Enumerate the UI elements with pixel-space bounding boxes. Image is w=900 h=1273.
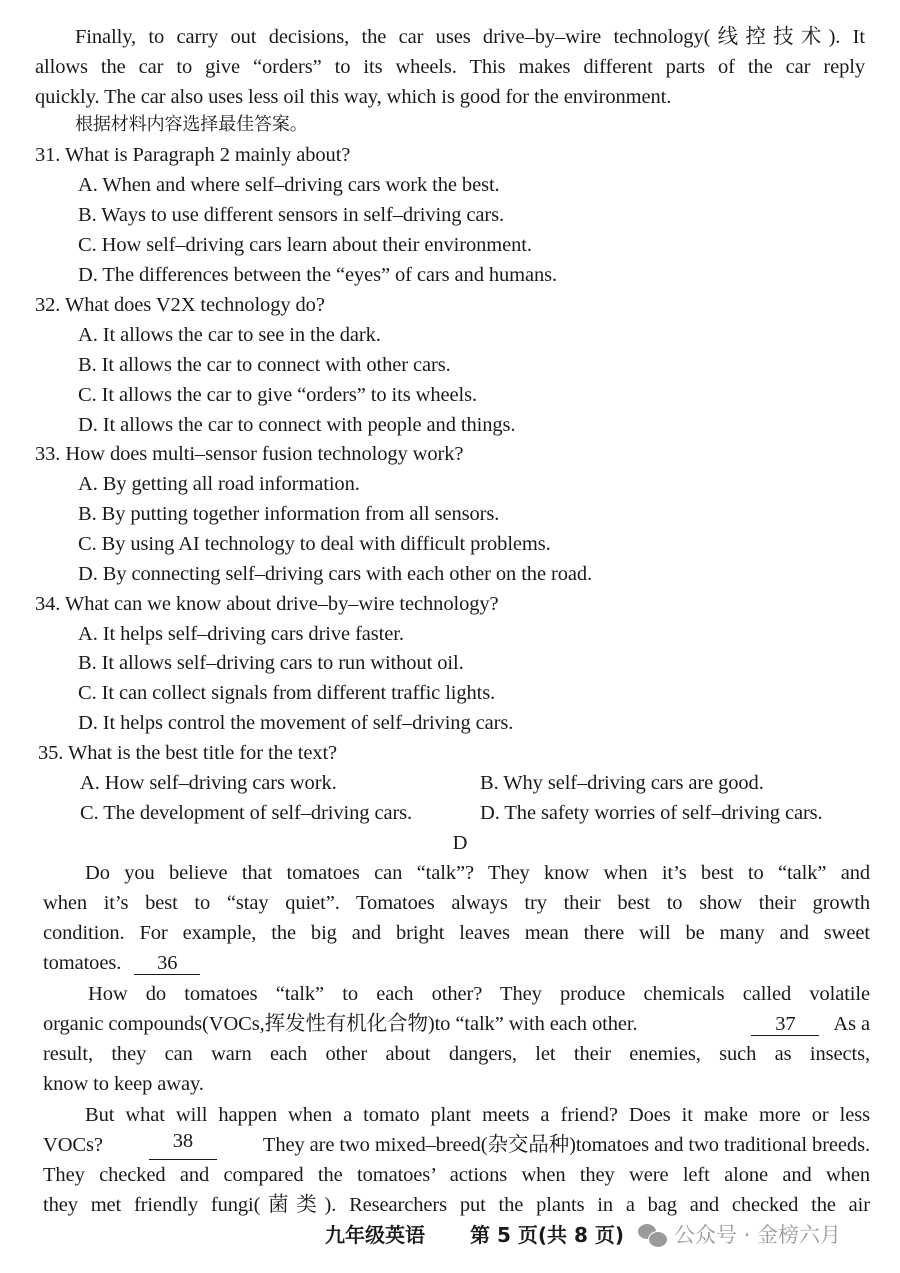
passage-d-p2-line-2 [43, 1009, 870, 1039]
passage-text: organic compounds(VOCs,挥发性有机化合物)to “talk” with each other. [43, 1013, 638, 1035]
question-33-stem [35, 439, 463, 469]
question-text: What does V2X technology do? [64, 294, 325, 316]
question-number: 31. [35, 144, 61, 166]
question-33-option-a[interactable]: A. By getting all road information. [78, 473, 360, 495]
question-31-option-c[interactable]: C. How self–driving cars learn about their environment. [78, 234, 532, 256]
passage-d-p3-line-3: They checked and compared the tomatoes’ actions when they were left alone and when [43, 1164, 870, 1186]
question-33-option-c[interactable]: C. By using AI technology to deal with difficult problems. [78, 533, 551, 555]
footer-subject: 九年级英语 [325, 1223, 425, 1247]
passage-d-p3-line-2 [43, 1130, 870, 1160]
question-text: How does multi–sensor fusion technology work? [65, 443, 464, 465]
passage-d-heading: D [452, 832, 468, 854]
passage-text: As a [833, 1013, 870, 1035]
blank-36[interactable]: 36 [134, 952, 200, 975]
question-34-option-c[interactable]: C. It can collect signals from different traffic lights. [78, 682, 496, 704]
question-34-option-a[interactable]: A. It helps self–driving cars drive faster. [78, 623, 404, 645]
question-35-option-d[interactable]: D. The safety worries of self–driving cars. [480, 802, 823, 824]
passage-d-p2-line-4: know to keep away. [43, 1073, 204, 1095]
question-text: What can we know about drive–by–wire technology? [64, 593, 499, 615]
passage-c-line-1: Finally, to carry out decisions, the car uses drive–by–wire technology(线控技术). It [75, 26, 865, 48]
question-35-option-c[interactable]: C. The development of self–driving cars. [80, 802, 413, 824]
passage-c-line-2: allows the car to give “orders” to its wheels. This makes different parts of the car reply [35, 56, 865, 78]
question-34-option-d[interactable]: D. It helps control the movement of self–driving cars. [78, 712, 514, 734]
question-text: What is Paragraph 2 mainly about? [64, 144, 351, 166]
blank-38[interactable]: 38 [149, 1130, 217, 1160]
instruction: 根据材料内容选择最佳答案。 [75, 114, 308, 135]
passage-d-p1-line-3: condition. For example, the big and bright leaves mean there will be many and sweet [43, 922, 870, 944]
question-text: What is the best title for the text? [67, 742, 338, 764]
question-33-option-b[interactable]: B. By putting together information from all sensors. [78, 503, 500, 525]
question-32-option-c[interactable]: C. It allows the car to give “orders” to its wheels. [78, 384, 477, 406]
question-34-option-b[interactable]: B. It allows self–driving cars to run without oil. [78, 652, 464, 674]
passage-d-p1-line-2: when it’s best to “stay quiet”. Tomatoes always try their best to show their growth [43, 892, 870, 914]
question-35-option-a[interactable]: A. How self–driving cars work. [80, 772, 337, 794]
passage-d-p3-line-4: they met friendly fungi(菌类). Researchers put the plants in a bag and checked the air [43, 1194, 870, 1216]
watermark [638, 1220, 841, 1250]
question-number: 32. [35, 294, 61, 316]
blank-37-wrap [751, 1009, 870, 1039]
question-31-stem [35, 140, 350, 170]
question-35-option-b[interactable]: B. Why self–driving cars are good. [480, 772, 764, 794]
wechat-icon [638, 1222, 668, 1248]
passage-d-p2-line-1: How do tomatoes “talk” to each other? They produce chemicals called volatile [88, 983, 870, 1005]
question-31-option-b[interactable]: B. Ways to use different sensors in self–driving cars. [78, 204, 505, 226]
question-number: 33. [35, 443, 61, 465]
question-34-stem [35, 589, 499, 619]
question-32-option-a[interactable]: A. It allows the car to see in the dark. [78, 324, 381, 346]
passage-text: They are two mixed–breed(杂交品种)tomatoes and two traditional breeds. [262, 1134, 870, 1156]
blank-37[interactable]: 37 [751, 1013, 819, 1036]
question-33-option-d[interactable]: D. By connecting self–driving cars with each other on the road. [78, 563, 593, 585]
passage-d-p1-line-1: Do you believe that tomatoes can “talk”? They know when it’s best to “talk” and [85, 862, 870, 884]
watermark-text: 公众号 · 金榜六月 [674, 1223, 842, 1247]
passage-d-p2-line-3: result, they can warn each other about dangers, let their enemies, such as insects, [43, 1043, 870, 1065]
passage-d-p1-line-4 [43, 948, 200, 978]
passage-text: VOCs? [43, 1134, 103, 1156]
question-35-stem [38, 738, 337, 768]
passage-c-line-3: quickly. The car also uses less oil this way, which is good for the environment. [35, 86, 672, 108]
question-31-option-a[interactable]: A. When and where self–driving cars work the best. [78, 174, 500, 196]
passage-d-p3-line-1: But what will happen when a tomato plant meets a friend? Does it make more or less [85, 1104, 870, 1126]
question-32-option-d[interactable]: D. It allows the car to connect with people and things. [78, 414, 516, 436]
question-32-stem [35, 290, 325, 320]
question-31-option-d[interactable]: D. The differences between the “eyes” of cars and humans. [78, 264, 558, 286]
question-32-option-b[interactable]: B. It allows the car to connect with other cars. [78, 354, 451, 376]
question-number: 34. [35, 593, 61, 615]
footer-page-number: 第 5 页(共 8 页) [470, 1223, 624, 1247]
passage-text: tomatoes. [43, 952, 122, 974]
question-number: 35. [38, 742, 64, 764]
